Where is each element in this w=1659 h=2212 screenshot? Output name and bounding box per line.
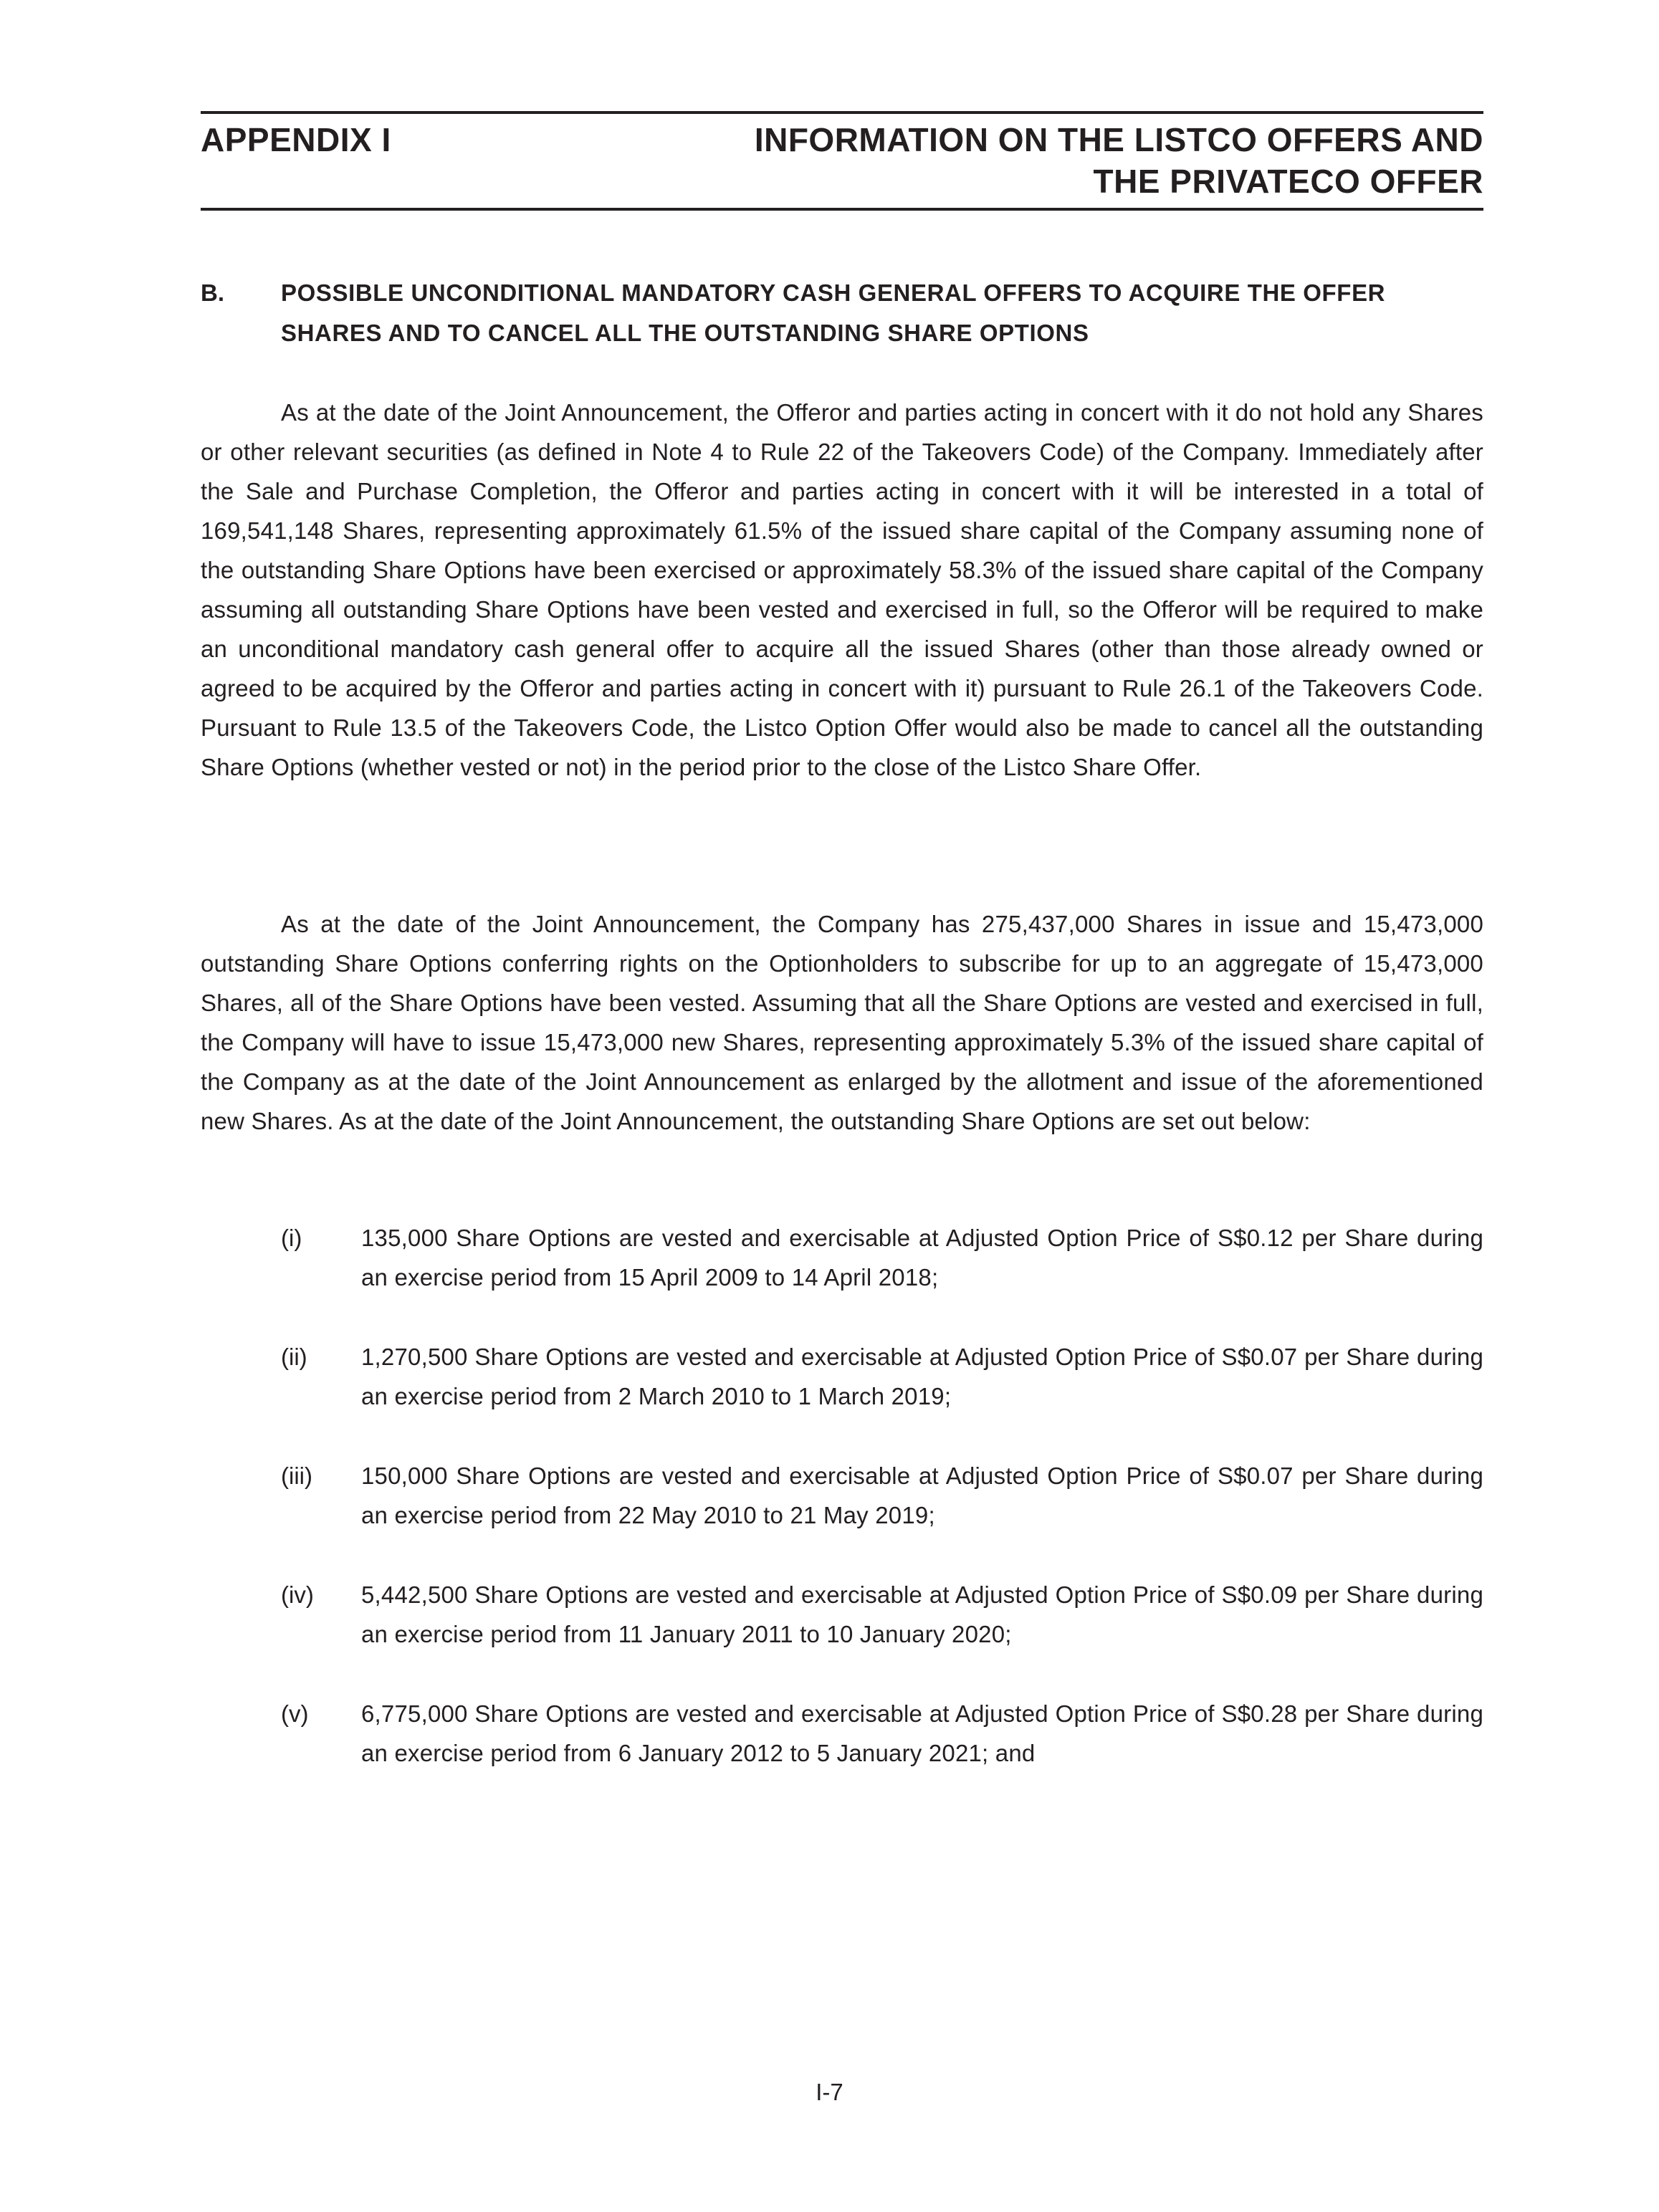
section-title: POSSIBLE UNCONDITIONAL MANDATORY CASH GENERAL OFFERS TO ACQUIRE THE OFFER SHARES AND TO CANCEL ALL THE OUTSTANDING SHARE OPTIONS [281,279,1386,346]
section-label: B. [201,279,224,306]
list-item [201,1575,1483,1694]
appendix-title [623,119,1483,202]
list-item-number: (iii) [281,1462,312,1489]
list-item-text: 6,775,000 Share Options are vested and exercisable at Adjusted Option Price of S$0.28 per Share during an exercise period from 6 January 2012 to 5 January 2021; and [361,1700,1483,1766]
list-item-number: (iv) [281,1581,314,1608]
appendix-label: APPENDIX I [201,121,391,158]
body-paragraph: As at the date of the Joint Announcement, the Company has 275,437,000 Shares in issue and 15,473,000 outstanding Share Options conferring rights on the Optionholders to subscribe for up to an aggregate of 15,473,000 Shares, all of the Share Options have been vested. Assuming that all the Share Options are vested and exercised in full, the Company will have to issue 15,473,000 new Shares, representing approximately 5.3% of the issued share capital of the Company as at the date of the Joint Announcement as enlarged by the allotment and issue of the aforementioned new Shares. As at the date of the Joint Announcement, the outstanding Share Options are set out below: [201,911,1483,1134]
list-item [201,1694,1483,1813]
list-item-number: (i) [281,1225,302,1251]
list-item-text: 1,270,500 Share Options are vested and exercisable at Adjusted Option Price of S$0.07 per Share during an exercise period from 2 March 2010 to 1 March 2019; [361,1344,1483,1409]
page-number: I-7 [816,2079,843,2105]
list-item [201,1218,1483,1337]
header-top-rule [201,111,1483,114]
list-item-number: (ii) [281,1344,307,1370]
list-item-text: 135,000 Share Options are vested and exercisable at Adjusted Option Price of S$0.12 per Share during an exercise period from 15 April 2009 to 14 April 2018; [361,1225,1483,1291]
appendix-title-line-2: THE PRIVATECO OFFER [1093,163,1483,200]
share-options-list [201,1218,1483,1813]
list-item-text: 5,442,500 Share Options are vested and exercisable at Adjusted Option Price of S$0.09 per Share during an exercise period from 11 January 2011 to 10 January 2020; [361,1581,1483,1647]
list-item-number: (v) [281,1700,309,1727]
header-bottom-rule [201,208,1483,211]
list-item [201,1337,1483,1456]
list-item [201,1456,1483,1575]
list-item-text: 150,000 Share Options are vested and exercisable at Adjusted Option Price of S$0.07 per Share during an exercise period from 22 May 2010 to 21 May 2019; [361,1462,1483,1528]
body-paragraph: As at the date of the Joint Announcement, the Offeror and parties acting in concert with it do not hold any Shares or other relevant securities (as defined in Note 4 to Rule 22 of the Takeovers Code) of the Company. Immediately after the Sale and Purchase Completion, the Offeror and parties acting in concert with it will be interested in a total of 169,541,148 Shares, representing approximately 61.5% of the issued share capital of the Company assuming none of the outstanding Share Options have been exercised or approximately 58.3% of the issued share capital of the Company assuming all outstanding Share Options have been vested and exercised in full, so the Offeror will be required to make an unconditional mandatory cash general offer to acquire all the issued Shares (other than those already owned or agreed to be acquired by the Offeror and parties acting in concert with it) pursuant to Rule 26.1 of the Takeovers Code. Pursuant to Rule 13.5 of the Takeovers Code, the Listco Option Offer would also be made to cancel all the outstanding Share Options (whether vested or not) in the period prior to the close of the Listco Share Offer. [201,399,1483,780]
appendix-title-line-1: INFORMATION ON THE LISTCO OFFERS AND [754,121,1483,158]
